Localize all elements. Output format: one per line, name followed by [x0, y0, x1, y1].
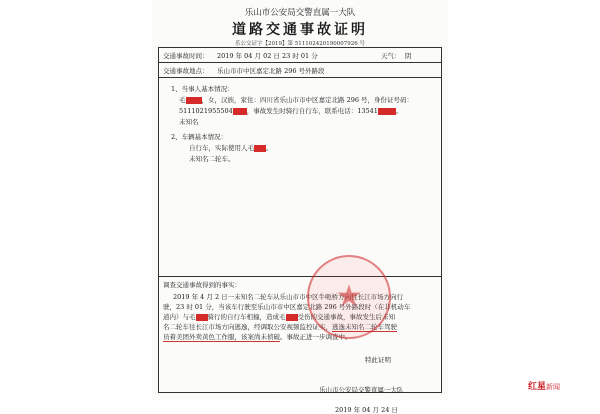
finding-line: 名二轮车往长江市场方向逃逸，经调取公安视频监控证实，逃逸未知名二轮车驾驶 [163, 323, 397, 331]
finding-line: 驶，23 时 01 分，当该车行驶至乐山市市中区嘉定北路 296 号外路段时（在非机动车 [163, 303, 411, 311]
vehicle-line-1: 自行车，实际使用人毛 。 [189, 144, 273, 152]
document-title: 道路交通事故证明 [232, 22, 368, 38]
underlined-text: 员着美团外卖黄色工作服， [163, 333, 241, 341]
party-line-1: 毛 ，女，汉族，家住：四川省乐山市市中区嘉定北路 296 号，身份证号码： [179, 96, 414, 104]
underlined-text: 该案尚未侦破 [241, 333, 280, 341]
issue-date: 2019 年 04 月 24 日 [335, 406, 398, 414]
party-line-2: 5111021955504 ，事故发生时骑行自行车，联系电话：13541 。 [179, 107, 403, 115]
underlined-text: 逃逸未知名二轮车驾驶 [332, 323, 397, 331]
time-value: 2019 年 04 月 02 日 23 时 01 分 [217, 52, 318, 60]
weather-value: 阴 [405, 52, 412, 60]
place-row [159, 63, 441, 78]
place-value: 乐山市市中区嘉定北路 296 号外路段 [217, 67, 325, 75]
document-number: 乐公交证字【2019】第 511102420190007926 号 [235, 41, 365, 47]
redaction-mark [196, 314, 208, 321]
findings-heading: 调查交通事故得到的事实： [163, 281, 241, 289]
redaction-mark [233, 108, 247, 115]
weather-label: 天气： [381, 52, 401, 60]
star-icon: ★ [335, 279, 363, 314]
certificate-document [152, 0, 448, 414]
special-proof: 特此证明 [365, 356, 391, 364]
official-seal [307, 255, 391, 339]
party-line-3: 未知名 [179, 118, 199, 126]
redaction-mark [286, 314, 298, 321]
issuing-department: 乐山市公安局交警直属一大队 [244, 8, 356, 18]
vehicle-line-2: 未知名二轮车。 [189, 155, 235, 163]
news-logo: 红星新闻 [528, 382, 561, 392]
redaction-mark [254, 145, 266, 152]
finding-line: 2019 年 4 月 2 日一未知名二轮车从乐山市市中区牛呃桥方向往长江市场方向行 [173, 293, 404, 301]
parties-section [159, 78, 441, 277]
vehicles-heading: 2、车辆基本情况： [171, 133, 228, 141]
time-row [159, 48, 441, 63]
place-label: 交通事故地点： [163, 67, 209, 75]
finding-line: 道内）与毛 骑行的自行车相撞，造成毛 受伤的交通事故，事故发生后未知 [163, 313, 395, 321]
parties-heading: 1、当事人基本情况： [171, 85, 234, 93]
redaction-mark [378, 108, 396, 115]
certificate-table [158, 47, 442, 414]
finding-line: 员着美团外卖黄色工作服，该案尚未侦破。事故正进一步调查中。 [163, 333, 352, 341]
issuing-org: 乐山市公安局交警直属一大队 [319, 386, 404, 394]
redaction-mark [186, 97, 202, 104]
time-label: 交通事故时间： [163, 52, 209, 60]
